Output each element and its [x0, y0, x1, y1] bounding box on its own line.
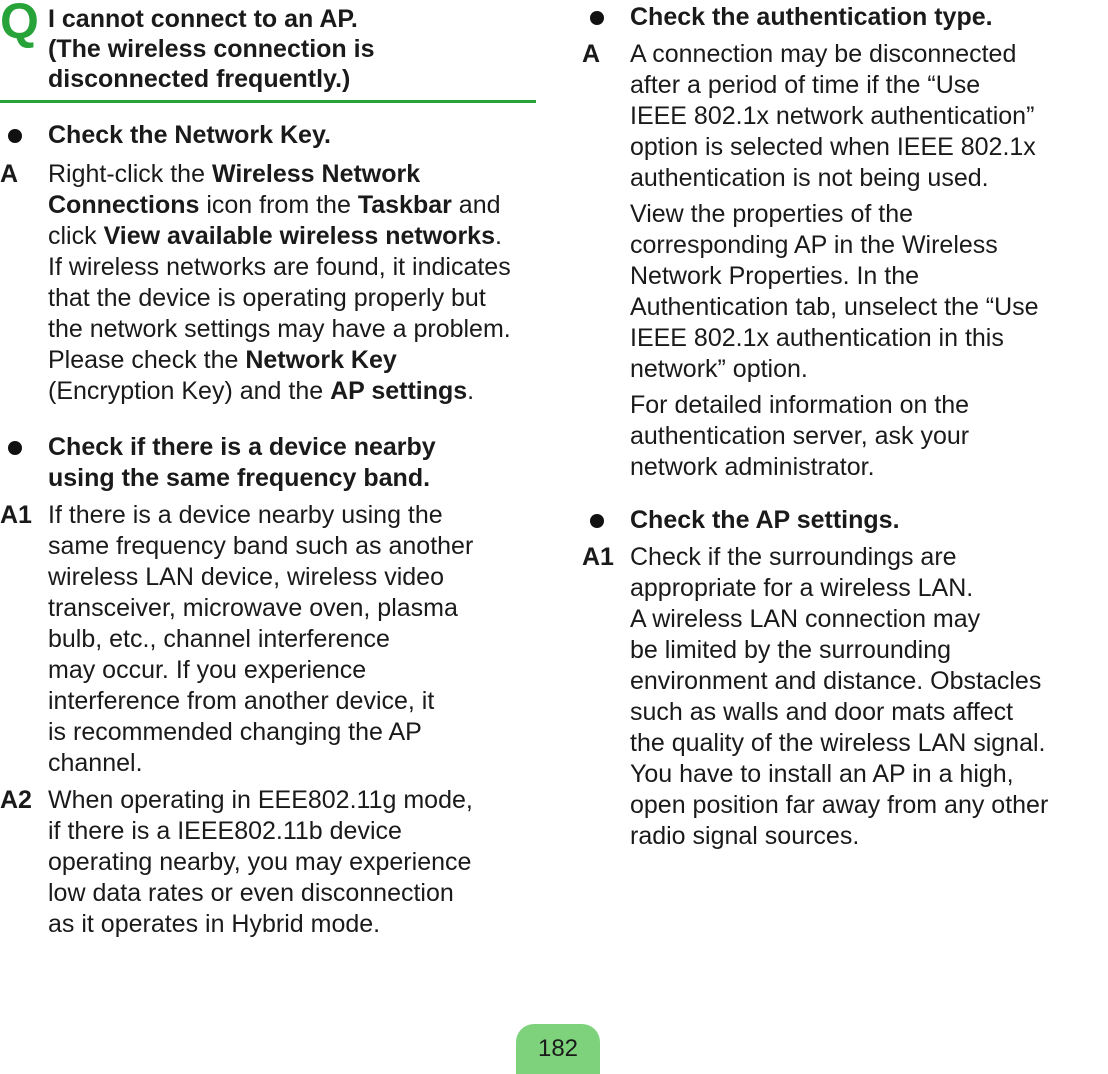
answer-text: Right-click the Wireless Network Connections icon from the Taskbar and click View available wireless networks. If wireless networks are found, it indicates that the device is operating properly but the network settings may have a problem. Please check the Network Key (Encryption Key) and the AP settings. [48, 160, 511, 405]
check-nearby-device-heading: Check if there is a device nearby using the same frequency band. [0, 432, 536, 494]
ap-settings-answer-1: A1 Check if the surroundings are appropriate for a wireless LAN. A wireless LAN connection may be limited by the surrounding environment and distance. Obstacles such as walls and door mats affect the quality of the wireless LAN signal. You have to install an AP in a high, open position far away from any other radio signal sources. [582, 543, 1049, 850]
question-mark-letter: Q [0, 0, 39, 49]
check-network-key-answer [0, 159, 536, 407]
right-column [582, 0, 1108, 852]
answer-label: A1 [0, 501, 32, 529]
nearby-device-answer-1: A1 If there is a device nearby using the same frequency band such as another wireless LAN device, wireless video transceiver, microwave oven, plasma bulb, etc., channel interference may occur. If you experience interference from another device, it is recommended changing the AP channel. [0, 501, 474, 777]
answer-label: A [582, 40, 601, 68]
check-ap-settings-heading: Check the AP settings. [582, 505, 1108, 536]
answer-paragraph: A connection may be disconnected after a period of time if the “Use IEEE 802.1x network authentication” option is selected when IEEE 802.1x authentication is not being used. [630, 40, 1036, 192]
bullet-icon [8, 441, 22, 455]
answer-paragraph: View the properties of the corresponding AP in the Wireless Network Properties. In the Authentication tab, unselect the “Use IEEE 802.1x authentication in this network” option. [630, 200, 1039, 383]
bullet-icon [590, 514, 604, 528]
question-divider [0, 100, 536, 103]
question-title-line: I cannot connect to an AP. [48, 5, 358, 33]
answer-paragraph: For detailed information on the authentication server, ask your network administrator. [630, 391, 970, 481]
question-title [48, 4, 374, 94]
authentication-answer [582, 39, 1108, 483]
question-header [0, 0, 536, 100]
question-title-line: (The wireless connection is [48, 35, 375, 63]
bullet-icon [590, 11, 604, 25]
answer-label: A1 [582, 543, 614, 571]
check-network-key-heading: Check the Network Key. [0, 120, 536, 151]
check-authentication-heading: Check the authentication type. [582, 2, 1108, 33]
page-number-tab: 182 [516, 1024, 600, 1074]
bullet-icon [8, 129, 22, 143]
answer-label: A2 [0, 786, 32, 814]
answer-label: A [0, 160, 19, 188]
nearby-device-answer-2: A2 When operating in EEE802.11g mode, if there is a IEEE802.11b device operating nearby, you may experience low data rates or even disconnection as it operates in Hybrid mode. [0, 786, 473, 938]
question-title-line: disconnected frequently.) [48, 65, 351, 93]
left-column [0, 0, 536, 940]
